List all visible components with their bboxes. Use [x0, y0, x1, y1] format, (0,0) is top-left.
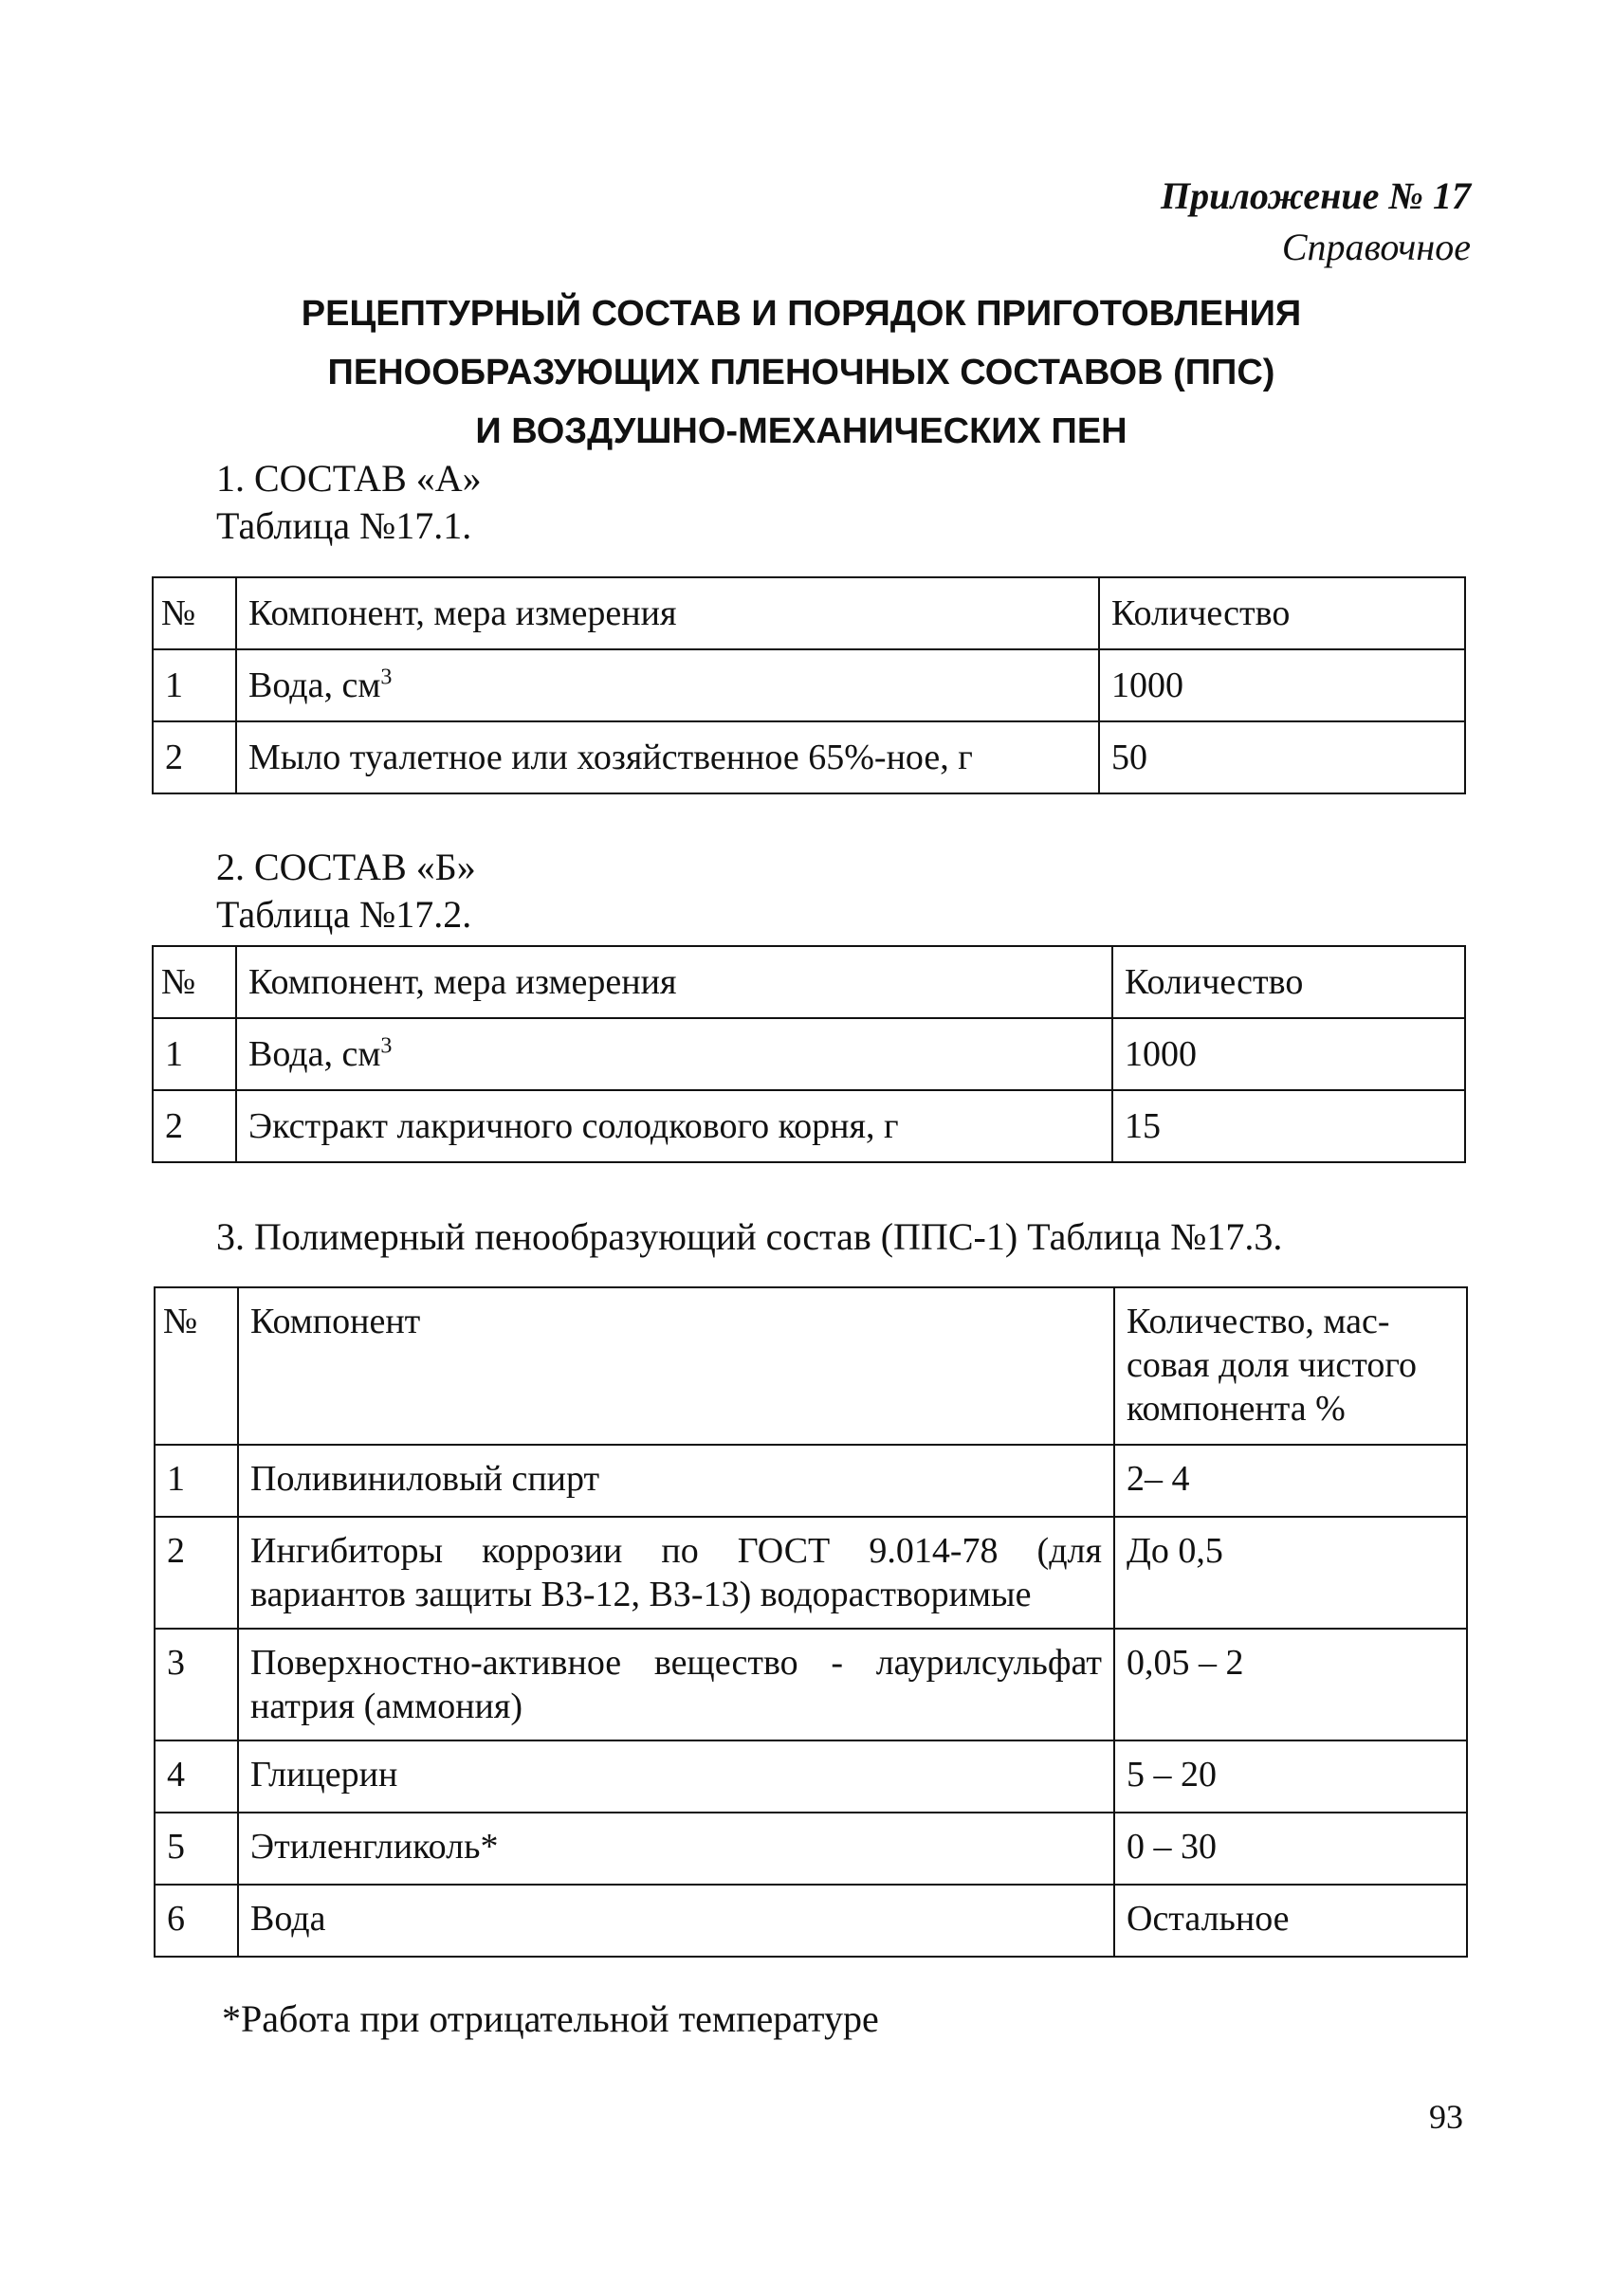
table-row — [155, 1629, 1467, 1740]
cell-component: Вода, $см^3$ — [236, 649, 1099, 721]
cell-number: 6 — [155, 1885, 238, 1957]
table-row — [155, 1740, 1467, 1813]
superscript: 3 — [380, 1033, 393, 1059]
cell-component: Поливиниловый спирт — [238, 1445, 1114, 1517]
table-2-caption: Таблица №17.2. — [216, 893, 472, 936]
table-header-row — [155, 1287, 1467, 1445]
column-header-component: Компонент, мера измерения — [236, 946, 1112, 1018]
cell-component: Этиленгликоль* — [238, 1813, 1114, 1885]
cell-number: 4 — [155, 1740, 238, 1813]
cell-number: 3 — [155, 1629, 238, 1740]
cell-amount: До 0,5 — [1114, 1517, 1467, 1629]
cell-component: Глицерин — [238, 1740, 1114, 1813]
footnote: *Работа при отрицательной температуре — [222, 1997, 879, 2040]
cell-number: 5 — [155, 1813, 238, 1885]
table-row — [153, 1018, 1465, 1090]
cell-number: 1 — [153, 649, 236, 721]
cell-component: Вода — [238, 1885, 1114, 1957]
column-header-component: Компонент — [238, 1287, 1114, 1445]
cell-amount: 15 — [1112, 1090, 1465, 1162]
table-1-caption: Таблица №17.1. — [216, 504, 472, 547]
cell-amount: 5 – 20 — [1114, 1740, 1467, 1813]
column-header-amount: Количество — [1112, 946, 1465, 1018]
cell-amount: 0,05 – 2 — [1114, 1629, 1467, 1740]
cell-amount: Остальное — [1114, 1885, 1467, 1957]
title-line-2: ПЕНООБРАЗУЮЩИХ ПЛЕНОЧНЫХ СОСТАВОВ (ППС) — [327, 353, 1275, 392]
cell-amount: 1000 — [1112, 1018, 1465, 1090]
cell-number: 1 — [155, 1445, 238, 1517]
column-header-amount: Количество — [1099, 577, 1465, 649]
section-2-heading: 2. СОСТАВ «Б» — [216, 846, 476, 888]
title-line-3: И ВОЗДУШНО-МЕХАНИЧЕСКИХ ПЕН — [475, 411, 1127, 451]
table-17-3 — [154, 1286, 1468, 1958]
column-header-amount: Количество, мас- совая доля чистого компонента % — [1114, 1287, 1467, 1445]
cell-number: 2 — [155, 1517, 238, 1629]
cell-amount: 0 – 30 — [1114, 1813, 1467, 1885]
table-17-2 — [152, 945, 1466, 1163]
cell-component: Поверхностно-активное вещество - лаурилсульфат натрия (аммония) — [238, 1629, 1114, 1740]
cell-amount: 1000 — [1099, 649, 1465, 721]
table-row — [153, 1090, 1465, 1162]
cell-number: 2 — [153, 721, 236, 793]
table-row — [153, 721, 1465, 793]
superscript: 3 — [380, 665, 393, 690]
table-row — [153, 649, 1465, 721]
column-header-number: № — [153, 577, 236, 649]
cell-component: Мыло туалетное или хозяйственное 65%-ное, г — [236, 721, 1099, 793]
cell-component: Экстракт лакричного солодкового корня, г — [236, 1090, 1112, 1162]
table-row — [155, 1813, 1467, 1885]
table-row — [155, 1885, 1467, 1957]
cell-amount: 50 — [1099, 721, 1465, 793]
section-1-heading-block — [216, 455, 482, 550]
column-header-component: Компонент, мера измерения — [236, 577, 1099, 649]
appendix-number: Приложение № 17 — [1160, 174, 1471, 217]
table-header-row — [153, 946, 1465, 1018]
appendix-header — [1161, 171, 1471, 273]
cell-amount: 2– 4 — [1114, 1445, 1467, 1517]
column-header-number: № — [153, 946, 236, 1018]
section-3-heading: 3. Полимерный пенообразующий состав (ППС-1) Таблица №17.3. — [216, 1215, 1283, 1258]
appendix-type: Справочное — [1281, 226, 1471, 268]
cell-number: 2 — [153, 1090, 236, 1162]
cell-component: Ингибиторы коррозии по ГОСТ 9.014-78 (для вариантов защиты ВЗ-12, ВЗ-13) водорастворимые — [238, 1517, 1114, 1629]
cell-number: 1 — [153, 1018, 236, 1090]
title-line-1: РЕЦЕПТУРНЫЙ СОСТАВ И ПОРЯДОК ПРИГОТОВЛЕНИЯ — [301, 294, 1302, 334]
table-17-1 — [152, 576, 1466, 794]
page-number: 93 — [1429, 2098, 1463, 2136]
column-header-number: № — [155, 1287, 238, 1445]
table-header-row — [153, 577, 1465, 649]
section-1-heading: 1. СОСТАВ «А» — [216, 457, 482, 500]
section-2-heading-block — [216, 844, 476, 938]
cell-component: Вода, $см^3$ — [236, 1018, 1112, 1090]
table-row — [155, 1445, 1467, 1517]
table-row — [155, 1517, 1467, 1629]
page-title — [142, 284, 1460, 461]
